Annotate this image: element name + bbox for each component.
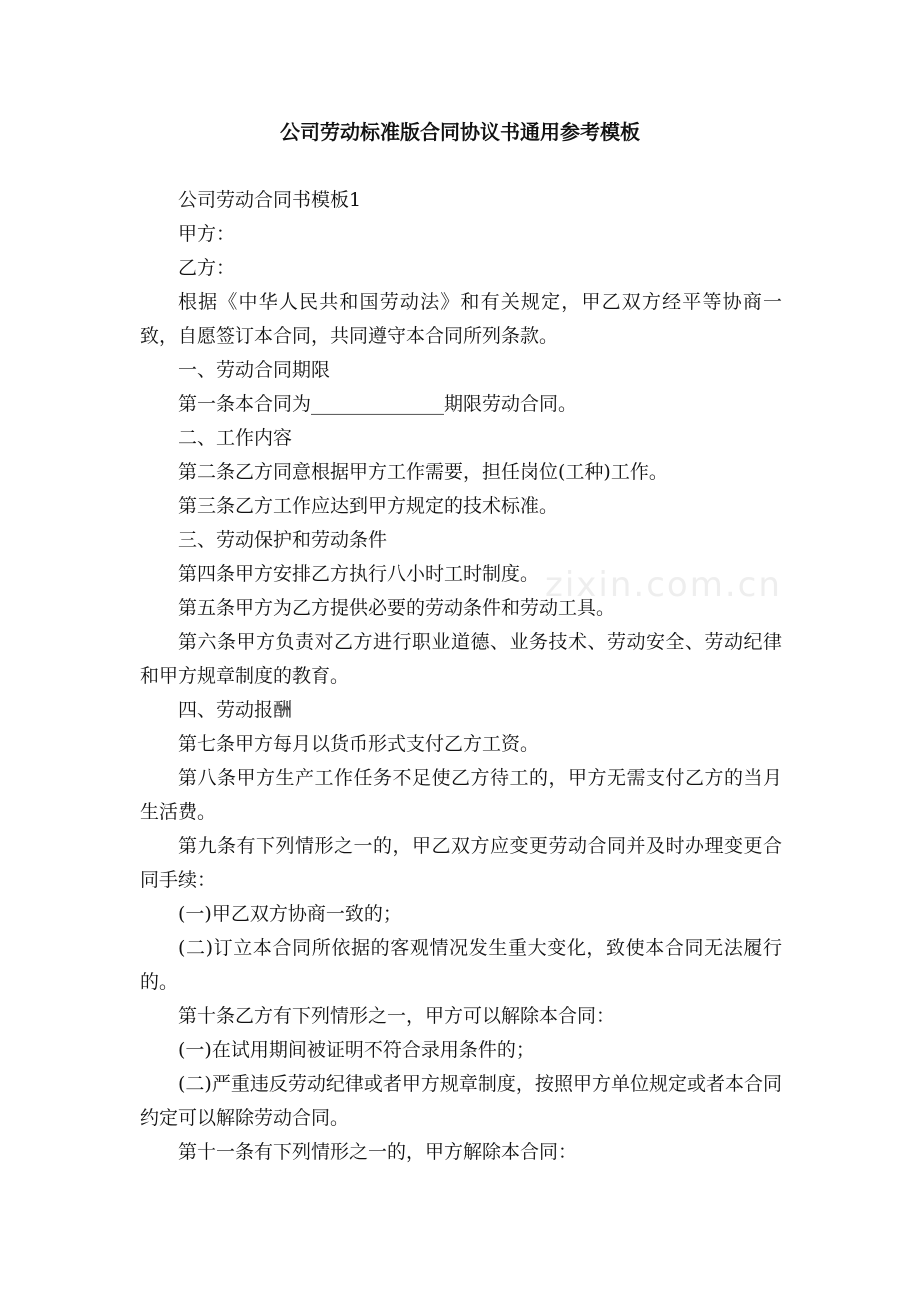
watermark: zixin.com.cn (545, 565, 782, 605)
article-9: 第九条有下列情形之一的，甲乙双方应变更劳动合同并及时办理变更合同手续： (140, 835, 782, 891)
document-body (140, 183, 782, 1169)
paragraph-subtitle: 公司劳动合同书模板1 (178, 189, 362, 211)
article-5: 第五条甲方为乙方提供必要的劳动条件和劳动工具。 (178, 597, 616, 619)
section-heading-work: 二、工作内容 (178, 427, 293, 449)
article-10-item-2: (二)严重违反劳动纪律或者甲方规章制度，按照甲方单位规定或者本合同约定可以解除劳动合同。 (140, 1073, 782, 1129)
paragraph-party-b: 乙方： (178, 257, 236, 279)
article-1: 第一条本合同为______________期限劳动合同。 (178, 393, 578, 415)
article-8: 第八条甲方生产工作任务不足使乙方待工的，甲方无需支付乙方的当月生活费。 (140, 767, 782, 823)
article-4: 第四条甲方安排乙方执行八小时工时制度。 (178, 563, 540, 585)
paragraph-party-a: 甲方： (178, 223, 236, 245)
article-9-item-2: (二)订立本合同所依据的客观情况发生重大变化，致使本合同无法履行的。 (140, 937, 782, 993)
section-heading-pay: 四、劳动报酬 (178, 699, 293, 721)
article-2: 第二条乙方同意根据甲方工作需要，担任岗位(工种)工作。 (178, 461, 668, 483)
article-9-item-1: (一)甲乙双方协商一致的； (178, 903, 402, 925)
section-heading-term: 一、劳动合同期限 (178, 359, 331, 381)
paragraph-preamble: 根据《中华人民共和国劳动法》和有关规定，甲乙双方经平等协商一致，自愿签订本合同，共同遵守本合同所列条款。 (140, 291, 782, 347)
document-title: 公司劳动标准版合同协议书通用参考模板 (280, 120, 640, 144)
article-10: 第十条乙方有下列情形之一，甲方可以解除本合同： (178, 1005, 616, 1027)
article-7: 第七条甲方每月以货币形式支付乙方工资。 (178, 733, 540, 755)
article-6: 第六条甲方负责对乙方进行职业道德、业务技术、劳动安全、劳动纪律和甲方规章制度的教育。 (140, 631, 782, 687)
section-heading-protection: 三、劳动保护和劳动条件 (178, 529, 388, 551)
article-11: 第十一条有下列情形之一的，甲方解除本合同： (178, 1141, 578, 1163)
article-3: 第三条乙方工作应达到甲方规定的技术标准。 (178, 495, 559, 517)
article-10-item-1: (一)在试用期间被证明不符合录用条件的； (178, 1039, 535, 1061)
